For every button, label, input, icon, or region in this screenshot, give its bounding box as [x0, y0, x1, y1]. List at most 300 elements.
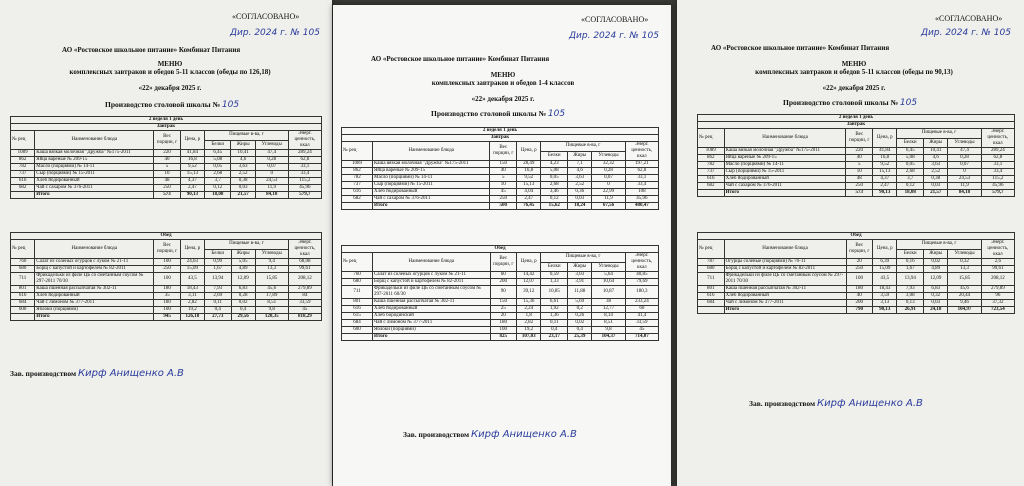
- header-nutrients: Пищевые в-ва, г: [897, 129, 981, 139]
- header-rec: № рец: [342, 142, 373, 161]
- breakfast-label: Завтрак: [698, 122, 1015, 129]
- dish-name-cell: Чай с лимоном № 377-2011: [724, 300, 846, 307]
- fat-cell: 0,38: [924, 176, 948, 183]
- rec-cell: [11, 192, 35, 199]
- protein-cell: 6,61: [541, 299, 568, 306]
- organization-name: АО «Ростовское школьное питание» Комбинат Питания: [371, 55, 550, 63]
- carb-cell: 0,28: [948, 155, 981, 162]
- dish-name-cell: Итого: [35, 192, 154, 199]
- dish-name-cell: Хлеб йодированный: [373, 189, 490, 196]
- fat-cell: 3,63: [231, 164, 255, 171]
- footer: [749, 398, 923, 409]
- energy-cell: 33,4: [981, 169, 1014, 176]
- protein-cell: 0,4: [205, 307, 231, 314]
- dish-name-cell: Каша пшенная рассыпчатая № 302-11: [373, 299, 490, 306]
- energy-cell: 208,12: [981, 273, 1014, 286]
- energy-cell: 68,08: [288, 259, 321, 266]
- menu-date: «22» декабря 2025 г.: [471, 95, 535, 103]
- table-row: [342, 161, 659, 168]
- protein-cell: 1,33: [541, 279, 568, 286]
- header-fat: Жиры: [924, 249, 948, 259]
- carb-cell: 104,37: [592, 334, 625, 341]
- table-row: [11, 273, 322, 286]
- fat-cell: 0,36: [568, 189, 592, 196]
- portion-cell: 25: [490, 306, 517, 313]
- protein-cell: 2,68: [205, 171, 231, 178]
- dish-name-cell: Каша вязкая молочная "Дружба" №175-2011: [373, 161, 490, 168]
- organization-name: АО «Ростовское школьное питание» Комбинат Питания: [711, 44, 890, 52]
- fat-cell: 25,39: [568, 334, 592, 341]
- fat-cell: 4,89: [924, 266, 948, 273]
- energy-cell: 99,61: [288, 266, 321, 273]
- header-price: Цена, р: [517, 142, 541, 161]
- dish-name-cell: Фрикадельки из филе ЦБ со сметанным соусом № 297-2011 60/30: [373, 286, 490, 299]
- dish-name-cell: Чай с лимоном № 377-2011: [373, 320, 490, 327]
- school-line: [431, 109, 565, 119]
- rec-cell: 737: [11, 171, 35, 178]
- dish-name-cell: Масло (порциями) № 14-11: [373, 175, 490, 182]
- approval-stamp: [232, 12, 299, 21]
- portion-cell: 60: [490, 272, 517, 279]
- table-row: [11, 300, 322, 307]
- header-name: Наименование блюда: [724, 240, 846, 259]
- carb-cell: 8,14: [592, 313, 625, 320]
- header-energy: Энерг. ценность, ккал: [981, 129, 1014, 148]
- table-row: [342, 313, 659, 320]
- price-cell: 4,04: [517, 189, 541, 196]
- table-row: [698, 273, 1015, 286]
- energy-cell: 289,24: [981, 148, 1014, 155]
- protein-cell: 6,45: [205, 150, 231, 157]
- header-carb: Углеводы: [255, 249, 288, 259]
- portion-cell: 200: [490, 279, 517, 286]
- energy-cell: 33,1: [625, 175, 658, 182]
- rec-cell: 616: [698, 176, 725, 183]
- energy-cell: 79,69: [625, 279, 658, 286]
- price-cell: 12,07: [517, 279, 541, 286]
- school-number: 105: [221, 100, 240, 110]
- carb-cell: 45,6: [255, 286, 288, 293]
- dish-name-cell: Каша пшенная рассыпчатая № 302-11: [35, 286, 154, 293]
- fat-cell: 2,52: [568, 182, 592, 189]
- price-cell: 18,43: [180, 286, 204, 293]
- header-nutrients: Пищевые в-ва, г: [541, 253, 625, 263]
- header-protein: Белки: [205, 249, 231, 259]
- header-carb: Углеводы: [948, 249, 981, 259]
- breakfast-label: Завтрак: [11, 124, 322, 131]
- week-day-label: 2 неделя 1 день: [342, 128, 659, 135]
- header-carb: Углеводы: [592, 151, 625, 161]
- menu-title-block: [719, 60, 989, 92]
- protein-cell: 2,68: [897, 169, 924, 176]
- energy-cell: 45: [288, 307, 321, 314]
- rec-cell: 682: [698, 183, 725, 190]
- protein-cell: 26,91: [897, 307, 924, 314]
- protein-cell: 23,17: [541, 334, 568, 341]
- rec-cell: 782: [698, 162, 725, 169]
- portion-cell: 5: [846, 162, 873, 169]
- dish-name-cell: Яблоки (порциями): [35, 307, 154, 314]
- director-signature: Дир. 2024 г. № 105: [569, 31, 659, 41]
- rec-cell: 862: [342, 168, 373, 175]
- menu-title-block: [373, 71, 633, 103]
- header-nutrients: Пищевые в-ва, г: [897, 240, 981, 250]
- dish-name-cell: Борщ с капустой и картофелем № 82-2011: [373, 279, 490, 286]
- carb-cell: 0,32: [948, 259, 981, 266]
- table-row: [698, 148, 1015, 155]
- dish-name-cell: Итого: [724, 190, 846, 197]
- table-row: [698, 293, 1015, 300]
- total-row: [698, 190, 1015, 197]
- protein-cell: 0,4: [541, 327, 568, 334]
- table-row: [342, 196, 659, 203]
- header-fat: Жиры: [568, 151, 592, 161]
- school-number: 105: [547, 109, 566, 119]
- price-cell: 2,47: [517, 196, 541, 203]
- portion-cell: 10: [154, 171, 180, 178]
- rec-cell: 711: [342, 286, 373, 299]
- dish-name-cell: Фрикадельки из филе ЦБ со сметанным соусом № 297-2011 70/30: [724, 273, 846, 286]
- carb-cell: 9,4: [255, 259, 288, 266]
- menu-title: МЕНЮ: [490, 71, 516, 79]
- school-line: [105, 100, 239, 110]
- rec-cell: 600: [11, 307, 35, 314]
- table-row: [11, 164, 322, 171]
- dish-name-cell: Борщ с капустой и картофелем № 82-2011: [724, 266, 846, 273]
- rec-cell: 682: [342, 196, 373, 203]
- lunch-label: Обед: [698, 233, 1015, 240]
- rec-cell: [698, 307, 725, 314]
- header-nutrients: Пищевые в-ва, г: [205, 131, 289, 141]
- portion-cell: 180: [846, 286, 873, 293]
- school-label: Производство столовой школы №: [105, 100, 221, 109]
- fat-cell: 6,83: [924, 286, 948, 293]
- rec-cell: 684: [11, 300, 35, 307]
- rec-cell: 680: [698, 266, 725, 273]
- table-row: [342, 189, 659, 196]
- price-cell: 28,49: [517, 161, 541, 168]
- protein-cell: 18,08: [205, 192, 231, 199]
- portion-cell: 10: [846, 169, 873, 176]
- energy-cell: 37,32: [981, 300, 1014, 307]
- dish-name-cell: Масло (порциями) № 14-11: [724, 162, 846, 169]
- rec-cell: [342, 334, 373, 341]
- header-name: Наименование блюда: [373, 142, 490, 161]
- rec-cell: 680: [11, 266, 35, 273]
- protein-cell: 0,59: [541, 272, 568, 279]
- dish-name-cell: Итого: [373, 334, 490, 341]
- protein-cell: 0,99: [205, 259, 231, 266]
- rec-cell: 616: [342, 189, 373, 196]
- fat-cell: 4,6: [568, 168, 592, 175]
- fat-cell: 0,03: [231, 185, 255, 192]
- energy-cell: 289,24: [288, 150, 321, 157]
- header-protein: Белки: [541, 151, 568, 161]
- energy-cell: 723,54: [981, 307, 1014, 314]
- portion-cell: 573: [846, 190, 873, 197]
- carb-cell: 12,77: [592, 306, 625, 313]
- energy-cell: 714,07: [625, 334, 658, 341]
- energy-cell: 579,7: [288, 192, 321, 199]
- fat-cell: 0,02: [231, 300, 255, 307]
- dish-name-cell: Сыр (порциями) № 15-2011: [35, 171, 154, 178]
- price-cell: 2,47: [873, 183, 897, 190]
- carb-cell: 15,85: [255, 273, 288, 286]
- header-name: Наименование блюда: [35, 131, 154, 150]
- portion-cell: 5: [490, 175, 517, 182]
- price-cell: 107,03: [517, 334, 541, 341]
- portion-cell: 250: [490, 196, 517, 203]
- protein-cell: 1,67: [205, 266, 231, 273]
- portion-cell: 825: [490, 334, 517, 341]
- header-carb: Углеводы: [255, 140, 288, 150]
- dish-name-cell: Масло (порциями) № 14-11: [35, 164, 154, 171]
- price-cell: 1,8: [517, 313, 541, 320]
- carb-cell: 9,8: [255, 307, 288, 314]
- protein-cell: 3,08: [897, 293, 924, 300]
- dish-name-cell: Сыр (порциями) № 15-2011: [724, 169, 846, 176]
- school-number: 105: [899, 98, 918, 108]
- price-cell: 90,13: [873, 190, 897, 197]
- header-energy: Энерг. ценность, ккал: [288, 131, 321, 150]
- menu-date: «22» декабря 2025 г.: [822, 84, 886, 92]
- carb-cell: 22,99: [592, 189, 625, 196]
- fat-cell: 12,09: [231, 273, 255, 286]
- energy-cell: 579,7: [981, 190, 1014, 197]
- rec-cell: 787: [698, 259, 725, 266]
- table-row: [11, 185, 322, 192]
- rec-cell: 684: [698, 300, 725, 307]
- protein-cell: 5,08: [897, 155, 924, 162]
- energy-cell: 45,96: [288, 185, 321, 192]
- price-cell: 16,8: [873, 155, 897, 162]
- table-row: [11, 307, 322, 314]
- dish-name-cell: Каша вязкая молочная "Дружба" №175-2011: [724, 148, 846, 155]
- menu-title-block: [40, 60, 300, 92]
- lunch-label: Обед: [342, 246, 659, 253]
- carb-cell: 0,07: [592, 175, 625, 182]
- protein-cell: 0,11: [541, 320, 568, 327]
- school-label: Производство столовой школы №: [431, 109, 547, 118]
- portion-cell: 10: [490, 182, 517, 189]
- week-day-label: 2 неделя 1 день: [11, 117, 322, 124]
- energy-cell: 33,59: [288, 300, 321, 307]
- portion-cell: 250: [154, 266, 180, 273]
- carb-cell: 24,53: [948, 176, 981, 183]
- header-portion: Вес порции, г: [490, 253, 517, 272]
- protein-cell: 5,08: [541, 168, 568, 175]
- fat-cell: 0,2: [568, 306, 592, 313]
- price-cell: 43,5: [180, 273, 204, 286]
- protein-cell: 5,08: [205, 157, 231, 164]
- protein-cell: 2,68: [541, 182, 568, 189]
- fat-cell: 11,88: [568, 286, 592, 299]
- header-protein: Белки: [897, 138, 924, 148]
- approval-stamp: [935, 14, 1002, 23]
- carb-cell: 0: [948, 169, 981, 176]
- energy-cell: 33,59: [625, 320, 658, 327]
- energy-cell: 62,8: [288, 157, 321, 164]
- energy-cell: 208,12: [288, 273, 321, 286]
- fat-cell: 4,89: [231, 266, 255, 273]
- table-row: [698, 155, 1015, 162]
- rec-cell: 680: [342, 279, 373, 286]
- approval-label: «СОГЛАСОВАНО»: [232, 12, 300, 21]
- portion-cell: 45: [490, 189, 517, 196]
- price-cell: 76,45: [517, 203, 541, 210]
- rec-cell: 684: [342, 320, 373, 327]
- carb-cell: 47,4: [255, 150, 288, 157]
- fat-cell: 10,41: [231, 150, 255, 157]
- footer-signature: Кирф Анищенко А.В: [471, 429, 577, 440]
- fat-cell: 4,6: [924, 155, 948, 162]
- header-name: Наименование блюда: [724, 129, 846, 148]
- carb-cell: 84,18: [948, 190, 981, 197]
- protein-cell: 15,62: [541, 203, 568, 210]
- header-energy: Энерг. ценность, ккал: [981, 240, 1014, 259]
- price-cell: 24,03: [180, 259, 204, 266]
- rec-cell: 1089: [11, 150, 35, 157]
- carb-cell: 15,85: [948, 273, 981, 286]
- carb-cell: 38: [592, 299, 625, 306]
- energy-cell: 108: [625, 189, 658, 196]
- breakfast-table: [341, 127, 659, 210]
- table-row: [342, 168, 659, 175]
- table-row: [342, 175, 659, 182]
- carb-cell: 11,9: [592, 196, 625, 203]
- portion-cell: 573: [154, 192, 180, 199]
- price-cell: 2,24: [517, 306, 541, 313]
- breakfast-label: Завтрак: [342, 135, 659, 142]
- rec-cell: 615: [342, 313, 373, 320]
- rec-cell: 1089: [342, 161, 373, 168]
- dish-name-cell: Яйца вареные № 209-15: [35, 157, 154, 164]
- fat-cell: 0,38: [231, 178, 255, 185]
- protein-cell: 0,05: [541, 175, 568, 182]
- dish-name-cell: Каша вязкая молочная "Дружба" №175-2011: [35, 150, 154, 157]
- header-portion: Вес порции, г: [846, 240, 873, 259]
- portion-cell: 48: [846, 176, 873, 183]
- energy-cell: 115,2: [981, 176, 1014, 183]
- approval-label: «СОГЛАСОВАНО»: [935, 14, 1003, 23]
- rec-cell: [11, 314, 35, 321]
- header-rec: № рец: [11, 240, 35, 259]
- rec-cell: 801: [11, 286, 35, 293]
- carb-cell: 11,9: [255, 185, 288, 192]
- protein-cell: 1,67: [897, 266, 924, 273]
- table-row: [342, 320, 659, 327]
- fat-cell: 0,28: [231, 293, 255, 300]
- header-nutrients: Пищевые в-ва, г: [205, 240, 289, 250]
- energy-cell: 197,21: [625, 161, 658, 168]
- lunch-table: [697, 232, 1015, 314]
- fat-cell: 0,4: [568, 327, 592, 334]
- fat-cell: 0,03: [924, 183, 948, 190]
- protein-cell: 3,7: [897, 176, 924, 183]
- price-cell: 2,47: [180, 185, 204, 192]
- price-cell: 4,37: [180, 178, 204, 185]
- table-row: [11, 259, 322, 266]
- protein-cell: 0,16: [897, 259, 924, 266]
- dish-name-cell: Борщ с капустой и картофелем № 82-2011: [35, 266, 154, 273]
- portion-cell: 250: [846, 266, 873, 273]
- portion-cell: 945: [154, 314, 180, 321]
- header-fat: Жиры: [568, 262, 592, 272]
- price-cell: 41,84: [180, 150, 204, 157]
- energy-cell: 33,1: [981, 162, 1014, 169]
- price-cell: 90,13: [873, 307, 897, 314]
- energy-cell: 33,1: [288, 164, 321, 171]
- fat-cell: 5,69: [568, 299, 592, 306]
- fat-cell: 2,52: [924, 169, 948, 176]
- header-price: Цена, р: [873, 240, 897, 259]
- dish-name-cell: Хлеб йодированный: [373, 306, 490, 313]
- price-cell: 126,18: [180, 314, 204, 321]
- table-row: [11, 266, 322, 273]
- rec-cell: 711: [11, 273, 35, 286]
- dish-name-cell: Чай с сахаром № 376-2011: [373, 196, 490, 203]
- portion-cell: 100: [490, 327, 517, 334]
- protein-cell: 7,93: [205, 286, 231, 293]
- approval-label: «СОГЛАСОВАНО»: [581, 15, 649, 24]
- dish-name-cell: Салат из соленых огурцов с луком № 21-11: [373, 272, 490, 279]
- rec-cell: 801: [342, 299, 373, 306]
- header-rec: № рец: [11, 131, 35, 150]
- header-portion: Вес порции, г: [154, 131, 180, 150]
- portion-cell: 180: [154, 286, 180, 293]
- dish-name-cell: Итого: [724, 307, 846, 314]
- table-row: [698, 176, 1015, 183]
- price-cell: 18,43: [873, 286, 897, 293]
- carb-cell: 20,44: [948, 293, 981, 300]
- carb-cell: 9,8: [592, 327, 625, 334]
- price-cell: 6,39: [873, 259, 897, 266]
- energy-cell: 84: [288, 293, 321, 300]
- table-row: [698, 169, 1015, 176]
- carb-cell: 0,07: [255, 164, 288, 171]
- rec-cell: 711: [698, 273, 725, 286]
- rec-cell: 801: [698, 286, 725, 293]
- price-cell: 16,8: [517, 168, 541, 175]
- price-cell: 14,42: [517, 272, 541, 279]
- portion-cell: 100: [846, 273, 873, 286]
- footer-signature: Кирф Анищенко А.В: [78, 368, 184, 379]
- price-cell: 39,12: [517, 286, 541, 299]
- menu-subtitle: комплексных завтраков и обедов 5-11 классов (обеды по 90,13): [755, 68, 953, 76]
- fat-cell: 10,41: [924, 148, 948, 155]
- lunch-table: [341, 245, 659, 341]
- director-signature: Дир. 2024 г. № 105: [230, 28, 320, 38]
- table-row: [11, 171, 322, 178]
- header-fat: Жиры: [231, 249, 255, 259]
- price-cell: 15,13: [873, 169, 897, 176]
- price-cell: 41,84: [873, 148, 897, 155]
- table-row: [11, 178, 322, 185]
- portion-cell: 40: [490, 168, 517, 175]
- header-name: Наименование блюда: [373, 253, 490, 272]
- table-row: [698, 286, 1015, 293]
- header-price: Цена, р: [873, 129, 897, 148]
- protein-cell: 1,92: [541, 306, 568, 313]
- menu-sheet-right: [677, 0, 1024, 486]
- rec-cell: 782: [11, 164, 35, 171]
- table-row: [698, 162, 1015, 169]
- header-portion: Вес порции, г: [154, 240, 180, 259]
- price-cell: 9,52: [873, 162, 897, 169]
- energy-cell: 62,8: [625, 168, 658, 175]
- portion-cell: 220: [154, 150, 180, 157]
- table-row: [342, 327, 659, 334]
